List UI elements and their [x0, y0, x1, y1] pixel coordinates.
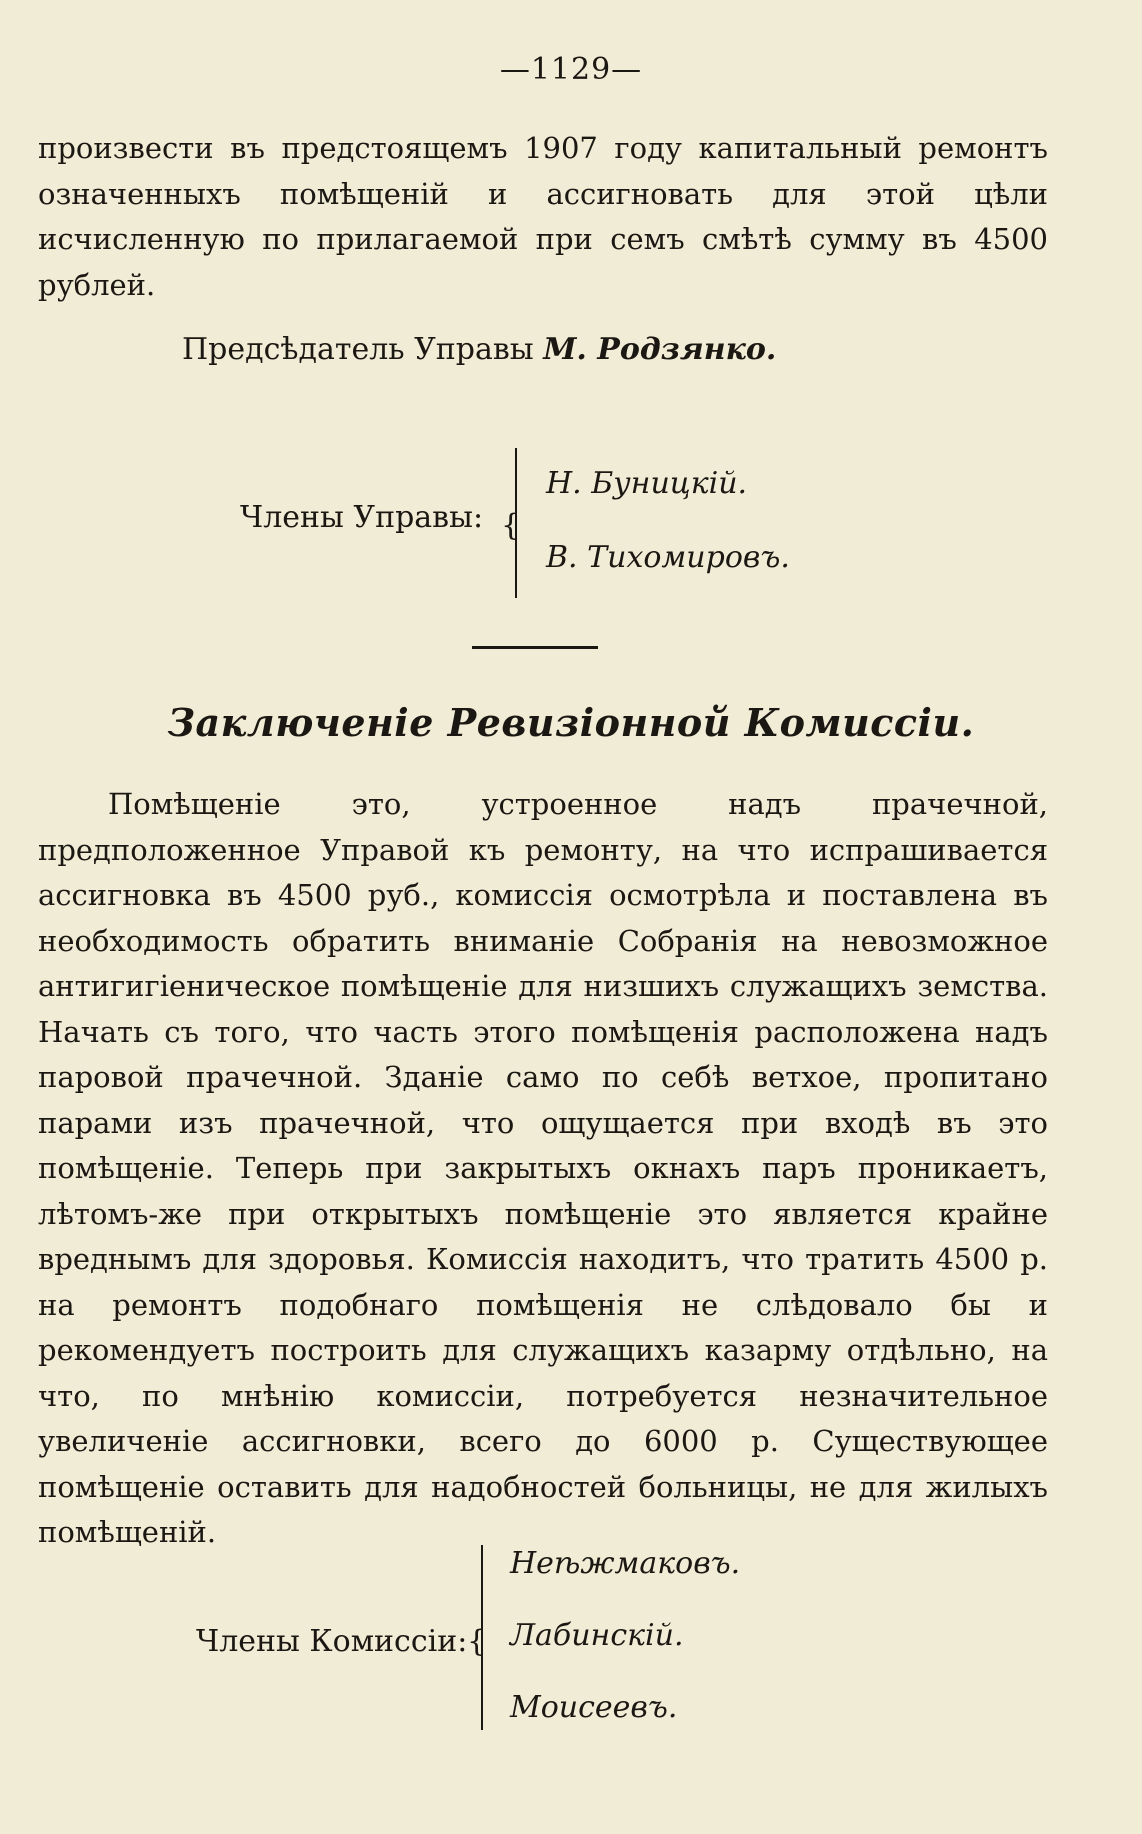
intro-paragraph: произвести въ предстоящемъ 1907 году капитальный ремонтъ означенныхъ помѣщеній и ассигновать для этой цѣли исчисленную по прилагаемой при семъ смѣтѣ сумму въ 4500 рублей.	[38, 131, 1048, 302]
commission-title: Заключеніе Ревизіонной Комиссіи.	[167, 700, 975, 745]
section-divider	[472, 646, 598, 649]
commission-member-name: Лабинскій.	[510, 1618, 684, 1653]
chairman-signature	[182, 332, 776, 367]
chairman-name: М. Родзянко.	[543, 332, 777, 367]
commission-paragraph-text: Помѣщеніе это, устроенное надъ прачечной, предположенное Управой къ ремонту, на что испрашивается ассигновка въ 4500 руб., комиссія осмотрѣла и поставлена въ необходимость обратить вниманіе Собранія на невозможное антигигіеническое помѣщеніе для низшихъ служащихъ земства. Начать съ того, что часть этого помѣщенія расположена надъ паровой прачечной. Зданіе само по себѣ ветхое, пропитано парами изъ прачечной, что ощущается при входѣ въ это помѣщеніе. Теперь при закрытыхъ окнахъ паръ проникаетъ, лѣтомъ-же при открытыхъ помѣщеніе это является крайне вреднымъ для здоровья. Комиссія находитъ, что тратить 4500 р. на ремонтъ подобнаго помѣщенія не слѣдовало бы и рекомендуетъ построить для служащихъ казарму отдѣльно, на что, по мнѣнію комиссіи, потребуется незначительное увеличеніе ассигновки, всего до 6000 р. Существующее помѣщеніе оставить для надобностей больницы, не для жилыхъ помѣщеній.	[38, 787, 1048, 1549]
commission-member-name: Моисеевъ.	[510, 1690, 678, 1725]
board-members-brace-tip: {	[501, 508, 521, 543]
page-number: —1129—	[499, 52, 643, 87]
commission-members-brace-tip: {	[467, 1624, 487, 1659]
commission-paragraph	[38, 782, 1048, 1556]
board-member-name: В. Тихомировъ.	[546, 540, 790, 575]
board-member-name: Н. Буницкій.	[546, 466, 748, 501]
chairman-label: Предсѣдатель Управы	[182, 332, 534, 367]
commission-members-label: Члены Комиссіи:	[196, 1624, 468, 1659]
board-members-label: Члены Управы:	[240, 500, 484, 535]
commission-member-name: Неѣжмаковъ.	[510, 1546, 741, 1581]
